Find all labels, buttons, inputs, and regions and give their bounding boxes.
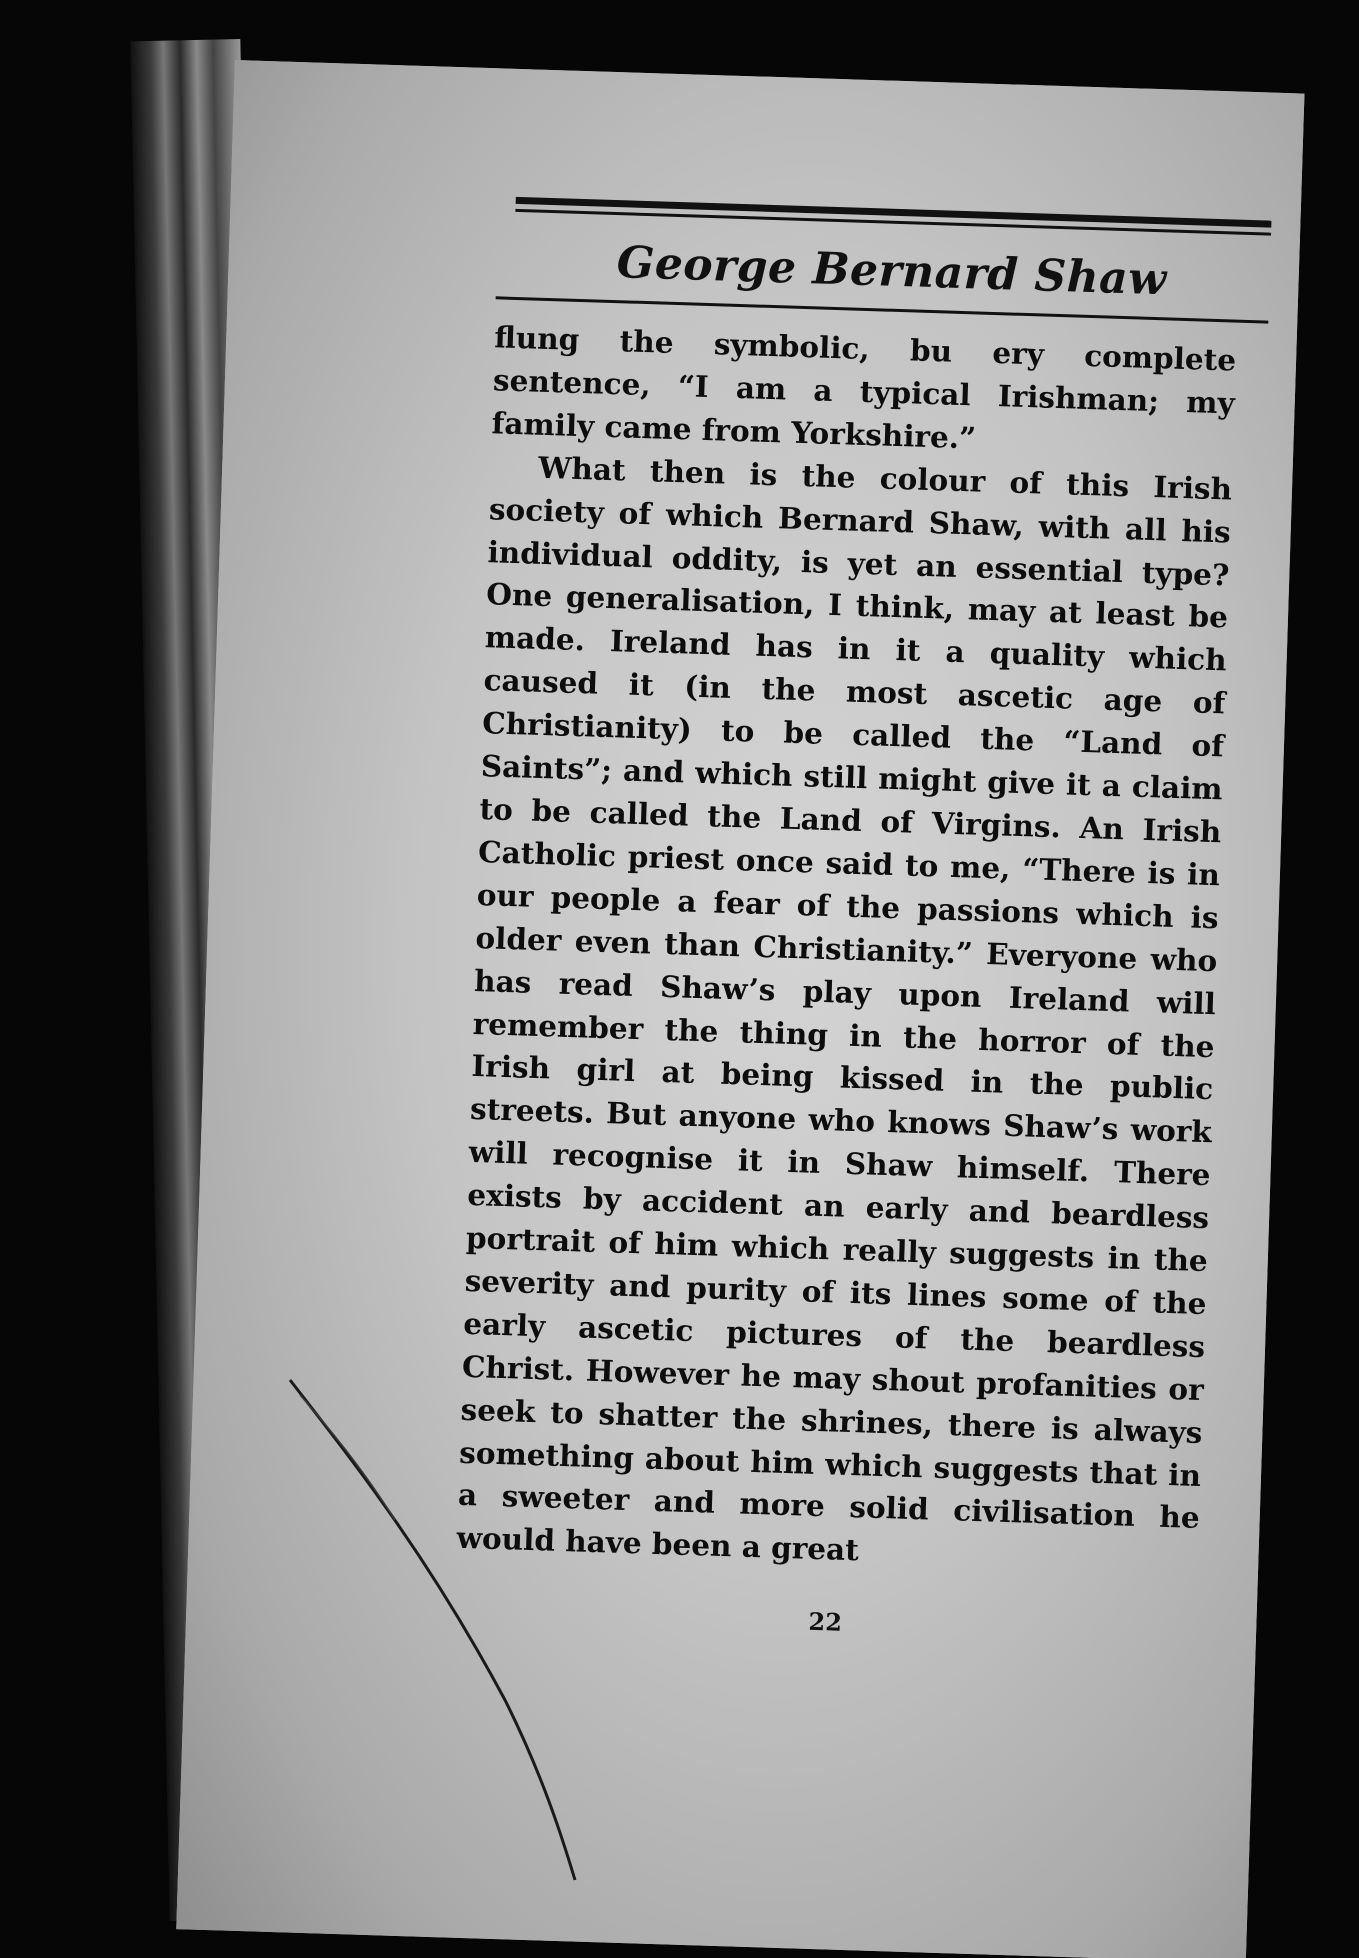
- running-head: George Bernard Shaw: [616, 237, 1168, 306]
- page-number: 22: [808, 1606, 843, 1637]
- page-content: [176, 60, 1304, 1958]
- paragraph-continued: flung the symbolic, bu ery complete sentence, “I am a typical Irishman; my family came from Yorkshire.”: [491, 319, 1237, 456]
- body-text: [456, 316, 1237, 1583]
- page: [176, 60, 1304, 1958]
- paragraph: What then is the colour of this Irish society of which Bernard Shaw, with all his individual oddity, is yet an essential type? One generalisation, I think, may at least be made. Ireland has in it a quality which caused it (in the most ascetic age of Christianity) to be called the “Land of Saints”; and which still might give it a claim to be called the Land of Virgins. An Irish Catholic priest once said to me, “There is in our people a fear of the passions which is older even than Christianity.” Everyone who has read Shaw’s play upon Ireland will remember the thing in the horror of the Irish girl at being kissed in the public streets. But anyone who knows Shaw’s work will recognise it in Shaw himself. There exists by accident an early and beardless portrait of him which really suggests in the severity and purity of its lines some of the early ascetic pictures of the beardless Christ. However he may shout profanities or seek to shatter the shrines, there is always something about him which suggests that in a sweeter and more solid civilisation he would have been a great: [456, 449, 1233, 1568]
